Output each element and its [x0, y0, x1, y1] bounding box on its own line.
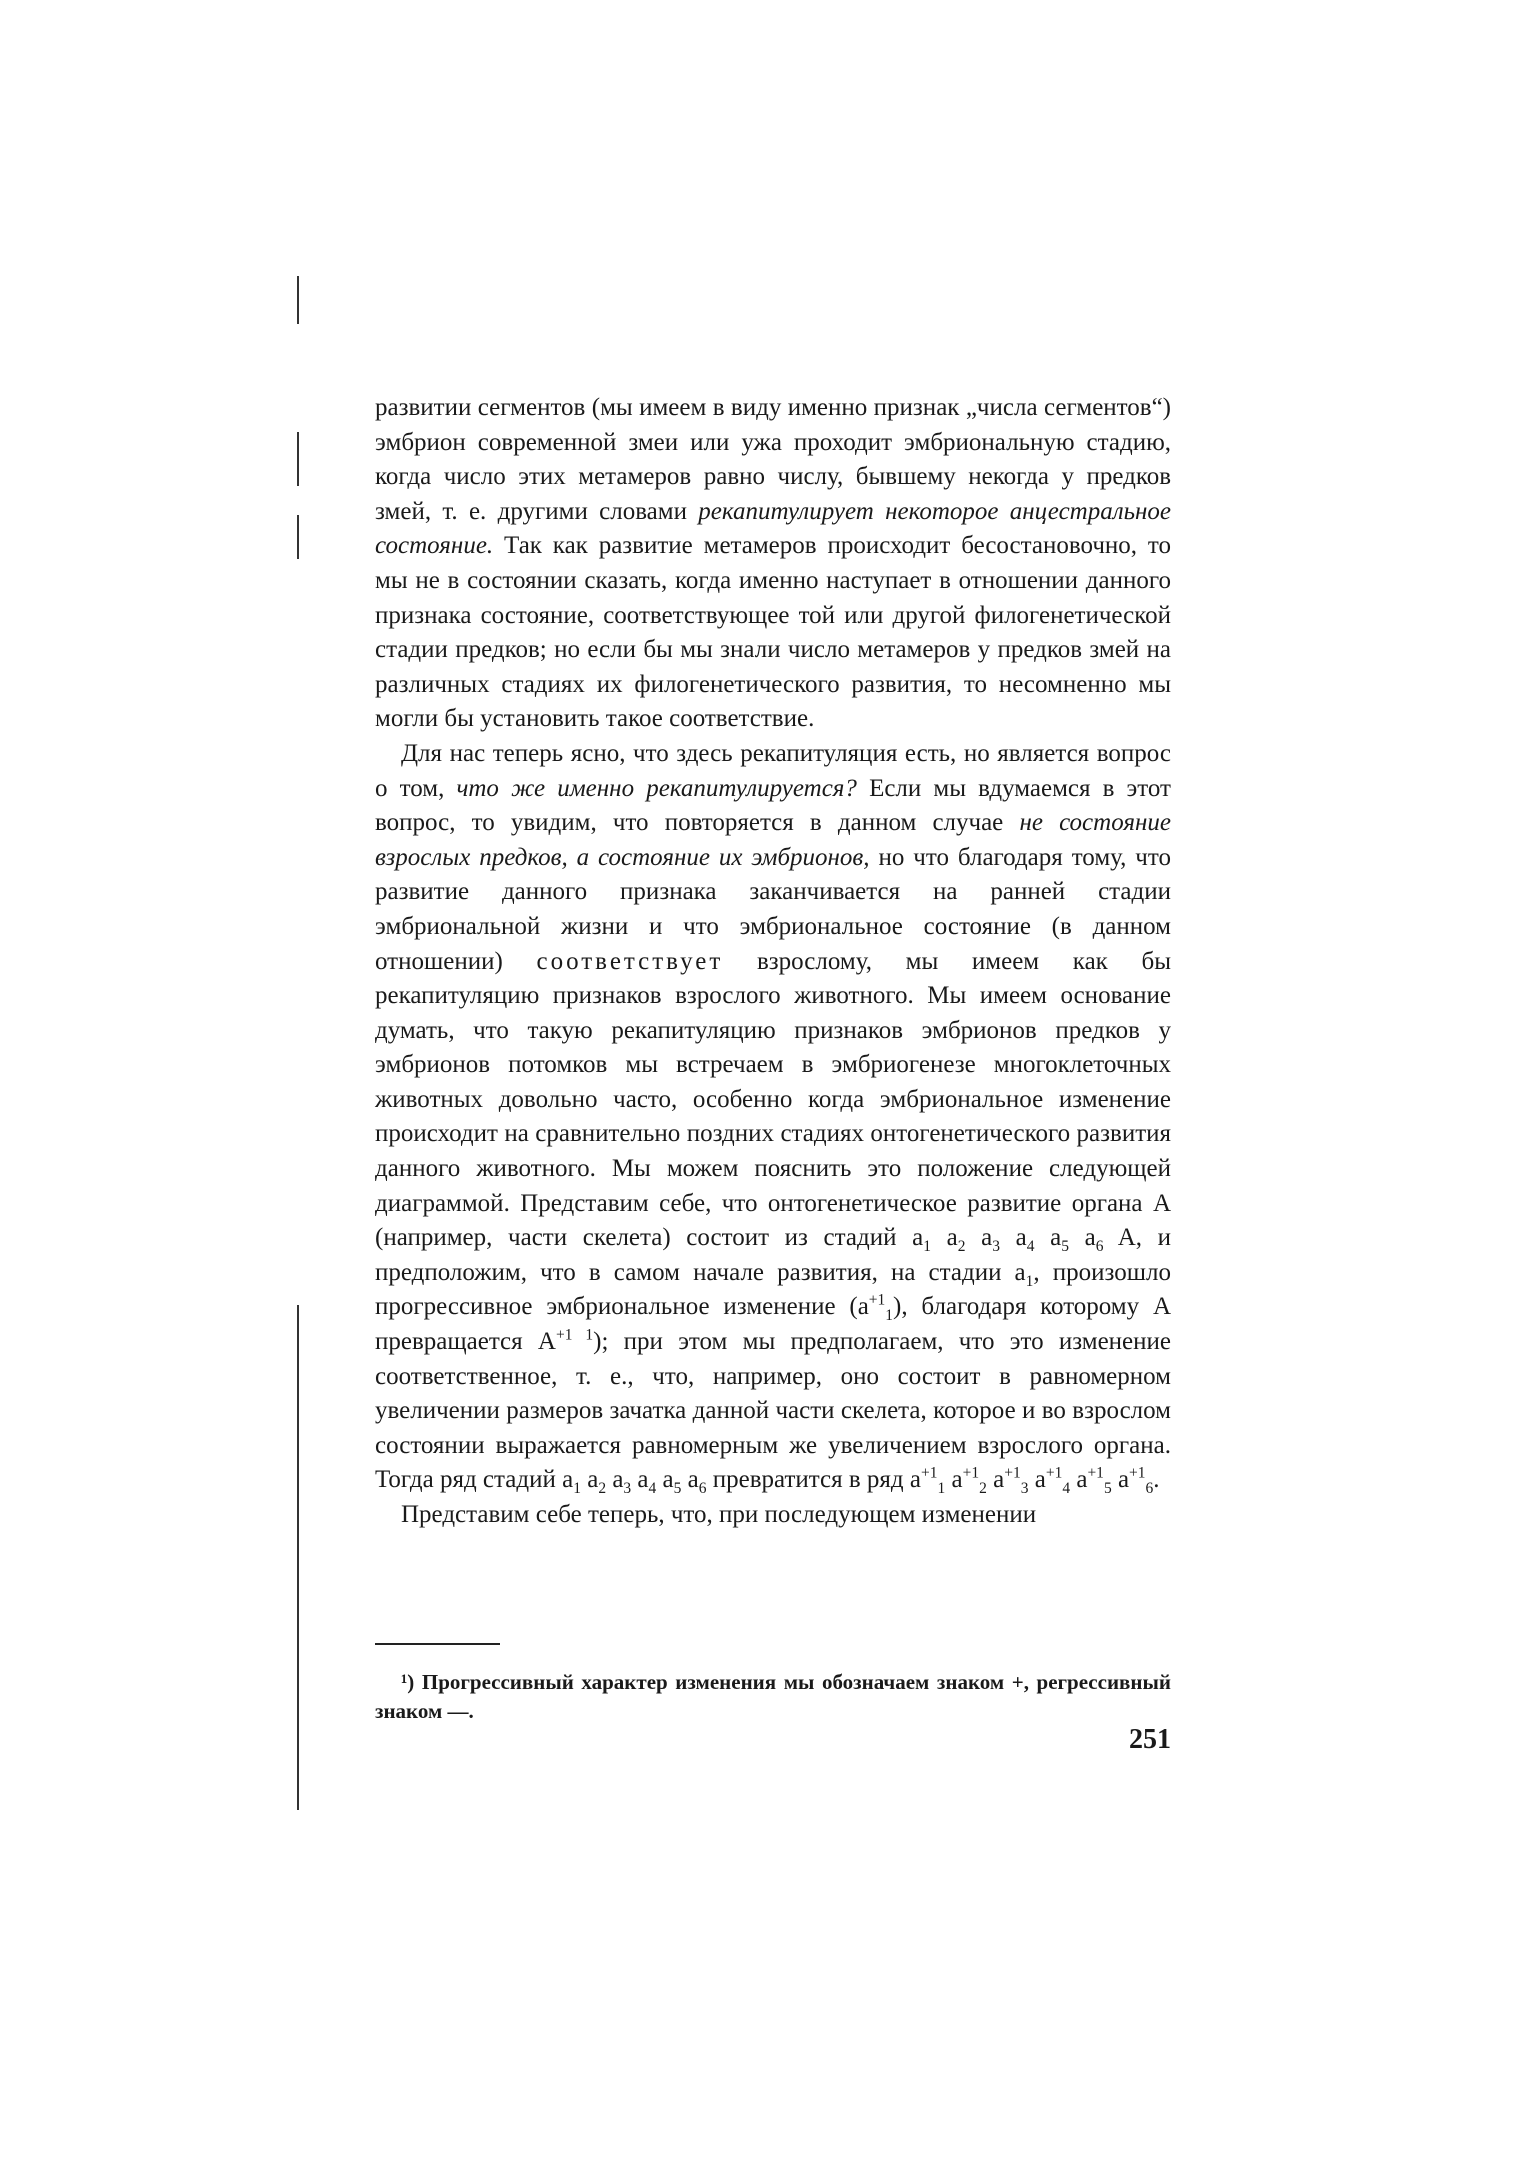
stage-letter: a	[912, 1224, 924, 1252]
scan-edge-mark	[297, 1305, 299, 1810]
stage-letter: a	[1084, 1224, 1096, 1252]
stage-index: 1	[573, 1480, 581, 1498]
stage-sup: +1	[1045, 1465, 1063, 1483]
text-run: Для нас теперь ясно, что здесь рекапитуляция есть, но является вопрос о том,	[375, 739, 1171, 802]
stage-index: 2	[979, 1480, 987, 1498]
stage-letter: a	[587, 1466, 599, 1494]
stage-index: 2	[598, 1480, 607, 1498]
stage-index: 5	[1061, 1238, 1069, 1256]
stage-index: 2	[957, 1238, 966, 1256]
stage-index: 3	[1020, 1480, 1029, 1498]
page-number: 251	[1129, 1724, 1171, 1755]
italic-run: что же именно рекапитулируется?	[456, 774, 857, 802]
scan-edge-mark	[297, 432, 299, 486]
stage-index: 1	[1025, 1272, 1034, 1290]
text-run: Так как развитие метамеров происходит бесостановочно, то мы не в состоянии сказать, когда именно наступает в отношении данного признака состояние, соответствующее той или другой филогенетической стадии предков; но если бы мы знали число метамеров у предков змей на различных стадиях их филогенетического развития, то несомненно мы могли бы установить такое соответствие.	[375, 532, 1171, 733]
scan-edge-mark	[297, 515, 299, 559]
text-run: ), благодаря которому A превращается A	[375, 1293, 1171, 1356]
stage-sup: +1	[1087, 1465, 1104, 1483]
text-run: развитии сегментов (мы имеем в виду именно признак „числа сегментов“) эмбрион современной змеи или ужа проходит эмбриональную стадию, когда число этих метамеров равно числу, бывшему некогда у предков змей, т. е. другими словами	[375, 394, 1171, 525]
stage-letter: a	[562, 1466, 574, 1494]
stage-index: 5	[1103, 1480, 1112, 1498]
text-run: Если мы вдумаемся в этот вопрос, то увидим, что повторяется в данном случае	[375, 774, 1171, 837]
footnote-marker: ¹)	[401, 1670, 415, 1694]
stage-index: 4	[1026, 1238, 1035, 1256]
stage-index: 4	[648, 1480, 657, 1498]
stage-letter: a	[981, 1224, 993, 1252]
stage-index: 1	[923, 1238, 931, 1256]
stage-letter: a	[1034, 1466, 1046, 1494]
text-run: A, и предположим, что в самом начале развития, на стадии a	[375, 1224, 1172, 1286]
footnote-rule	[375, 1643, 500, 1645]
stage-index: 1	[937, 1480, 946, 1498]
italic-run: рекапитулирует некоторое анцестральное состояние.	[375, 497, 1172, 560]
stage-index: 6	[1145, 1480, 1154, 1498]
text-run: , произошло прогрессивное эмбриональное изменение (a	[375, 1258, 1171, 1321]
text-run: но что благодаря тому, что развитие данного признака заканчивается на ранней стадии эмбриональной жизни и что эмбриональное состояние (в данном отношении)	[375, 843, 1171, 975]
stage-sup: +1	[921, 1465, 938, 1483]
text-run: превратится в ряд	[706, 1466, 910, 1494]
stage-letter: a	[1076, 1466, 1088, 1494]
italic-run: не состояние взрослых предков, а состояние их эмбрионов,	[375, 809, 1171, 871]
text-run: .	[1153, 1466, 1160, 1494]
footnote	[375, 1668, 1171, 1726]
stage-index: 5	[673, 1480, 682, 1498]
stage-letter: a	[1050, 1224, 1062, 1252]
stage-sup: +1	[962, 1465, 980, 1483]
stage-letter: a	[951, 1466, 963, 1494]
stage-letter: a	[1015, 1224, 1027, 1252]
stage-series-2	[909, 1465, 1154, 1498]
paragraph-2	[375, 737, 1171, 1498]
paragraph-3: Представим себе теперь, что, при последующем изменении	[401, 1501, 1037, 1528]
stage-sup: +1	[1004, 1465, 1021, 1483]
spaced-run: соответствует	[536, 947, 724, 975]
stage-sup: +1 1	[555, 1326, 594, 1344]
stage-index: 6	[1095, 1238, 1104, 1256]
stage-sup: +1	[868, 1292, 886, 1310]
stage-index: 6	[698, 1480, 707, 1498]
stage-letter: a	[637, 1466, 649, 1494]
stage-letter: a	[687, 1466, 699, 1494]
stage-series-1-repeat	[562, 1466, 707, 1498]
stage-letter: a	[1117, 1466, 1130, 1494]
text-run: ); при этом мы предполагаем, что это изменение соответственное, т. е., что, например, оно состоит в равномерном увеличении размеров зачатка данной части скелета, которое и во взрослом состоянии выражается равномерным же увеличением взрослого органа. Тогда ряд стадий	[375, 1328, 1171, 1494]
stage-letter: a	[662, 1466, 674, 1494]
stage-index: 3	[623, 1480, 632, 1498]
paragraph-1	[375, 391, 1171, 737]
stage-letter: a	[946, 1224, 958, 1252]
stage-index: 3	[992, 1238, 1000, 1256]
stage-letter: a	[909, 1466, 921, 1494]
stage-index: 4	[1062, 1480, 1071, 1498]
stage-series-1	[912, 1224, 1104, 1256]
body-text	[375, 391, 1171, 1533]
footnote-text: Прогрессивный характер изменения мы обозначаем знаком +, регрессивный знаком —.	[375, 1670, 1171, 1723]
stage-letter: a	[612, 1466, 624, 1494]
stage-letter: a	[993, 1466, 1005, 1494]
stage-index: 1	[885, 1307, 894, 1325]
text-run: взрослому, мы имеем как бы рекапитуляцию признаков взрослого животного. Мы имеем основание думать, что такую рекапитуляцию признаков эмбрионов предков у эмбрионов потомков мы встречаем в эмбриогенезе многоклеточных животных довольно часто, особенно когда эмбриональное изменение происходит на сравнительно поздних стадиях онтогенетического развития данного животного. Мы можем пояснить это положение следующей диаграммой. Представим себе, что онтогенетическое развитие органа A (например, части скелета) состоит из стадий	[375, 947, 1171, 1252]
scan-edge-mark	[297, 276, 299, 324]
stage-sup: +1	[1129, 1465, 1146, 1483]
